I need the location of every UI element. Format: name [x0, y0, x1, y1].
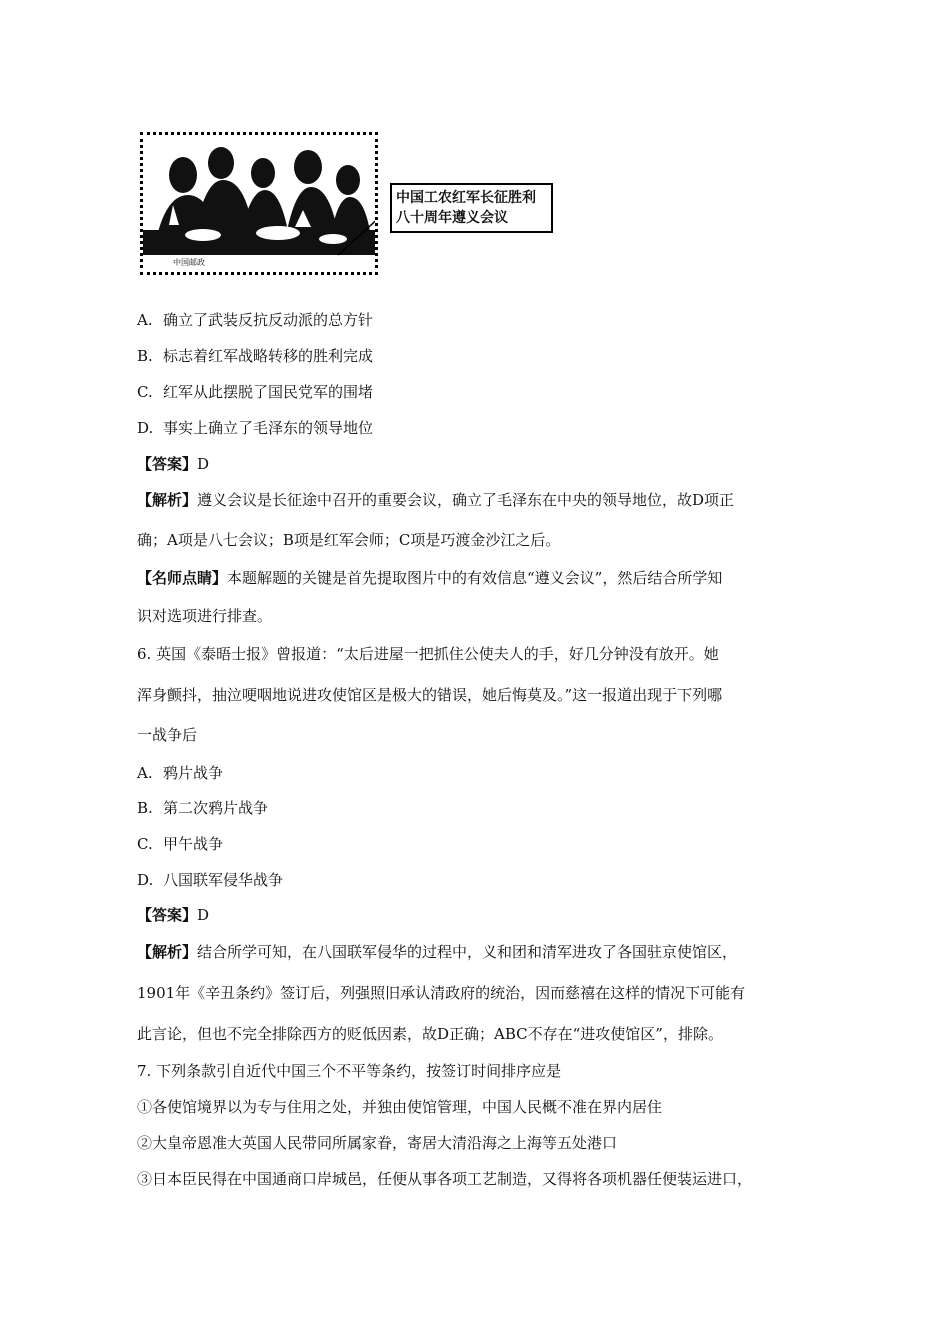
q5-teacher-line2: 识对选项进行排查。: [137, 607, 273, 625]
q5-teacher-line1: 【名师点睛】本题解题的关键是首先提取图片中的有效信息“遵义会议”，然后结合所学知: [137, 569, 723, 587]
q6-analysis-line1: 【解析】结合所学可知，在八国联军侵华的过程中，义和团和清军进攻了各国驻京使馆区，: [137, 943, 738, 961]
q5-option-a: A. 确立了武装反抗反动派的总方针: [137, 311, 374, 329]
q7-item2: ②大皇帝恩准大英国人民带同所属家眷，寄居大清沿海之上海等五处港口: [137, 1134, 618, 1152]
q5-option-d: D. 事实上确立了毛泽东的领导地位: [137, 419, 374, 437]
q5-analysis-line2: 确；A项是八七会议；B项是红军会师；C项是巧渡金沙江之后。: [137, 531, 561, 549]
q7-item3: ③日本臣民得在中国通商口岸城邑，任便从事各项工艺制造，又得将各项机器任便装运进口，: [137, 1170, 753, 1188]
q5-answer: 【答案】D: [137, 455, 210, 473]
q6-answer: 【答案】D: [137, 906, 210, 924]
q6-analysis-line3: 此言论，但也不完全排除西方的贬低因素，故D正确；ABC不存在“进攻使馆区”，排除。: [137, 1025, 723, 1043]
q6-option-d: D. 八国联军侵华战争: [137, 871, 284, 889]
q5-option-c: C. 红军从此摆脱了国民党军的围堵: [137, 383, 374, 401]
stamp-bottom-text: 中国邮政: [173, 258, 205, 267]
q6-stem-line1: 6. 英国《泰晤士报》曾报道：“太后进屋一把抓住公使夫人的手，好几分钟没有放开。她: [137, 645, 719, 663]
q5-analysis-line1: 【解析】遵义会议是长征途中召开的重要会议，确立了毛泽东在中央的领导地位，故D项正: [137, 491, 735, 509]
q7-stem: 7. 下列条款引自近代中国三个不平等条约，按签订时间排序应是: [137, 1062, 562, 1080]
stamp-caption: 中国工农红军长征胜利八十周年遵义会议: [390, 183, 553, 233]
q5-option-b: B. 标志着红军战略转移的胜利完成: [137, 347, 374, 365]
q6-option-c: C. 甲午战争: [137, 835, 224, 853]
stamp-illustration: [143, 135, 375, 272]
q6-option-b: B. 第二次鸦片战争: [137, 799, 269, 817]
stamp-image: [140, 132, 378, 275]
q6-analysis-line2: 1901年《辛丑条约》签订后，列强照旧承认清政府的统治，因而慈禧在这样的情况下可能有: [137, 984, 746, 1002]
q6-stem-line3: 一战争后: [137, 726, 198, 744]
q7-item1: ①各使馆境界以为专与住用之处，并独由使馆管理，中国人民概不准在界内居住: [137, 1098, 663, 1116]
q6-stem-line2: 浑身颤抖，抽泣哽咽地说进攻使馆区是极大的错误，她后悔莫及。”这一报道出现于下列哪: [137, 686, 723, 704]
q6-option-a: A. 鸦片战争: [137, 764, 224, 782]
